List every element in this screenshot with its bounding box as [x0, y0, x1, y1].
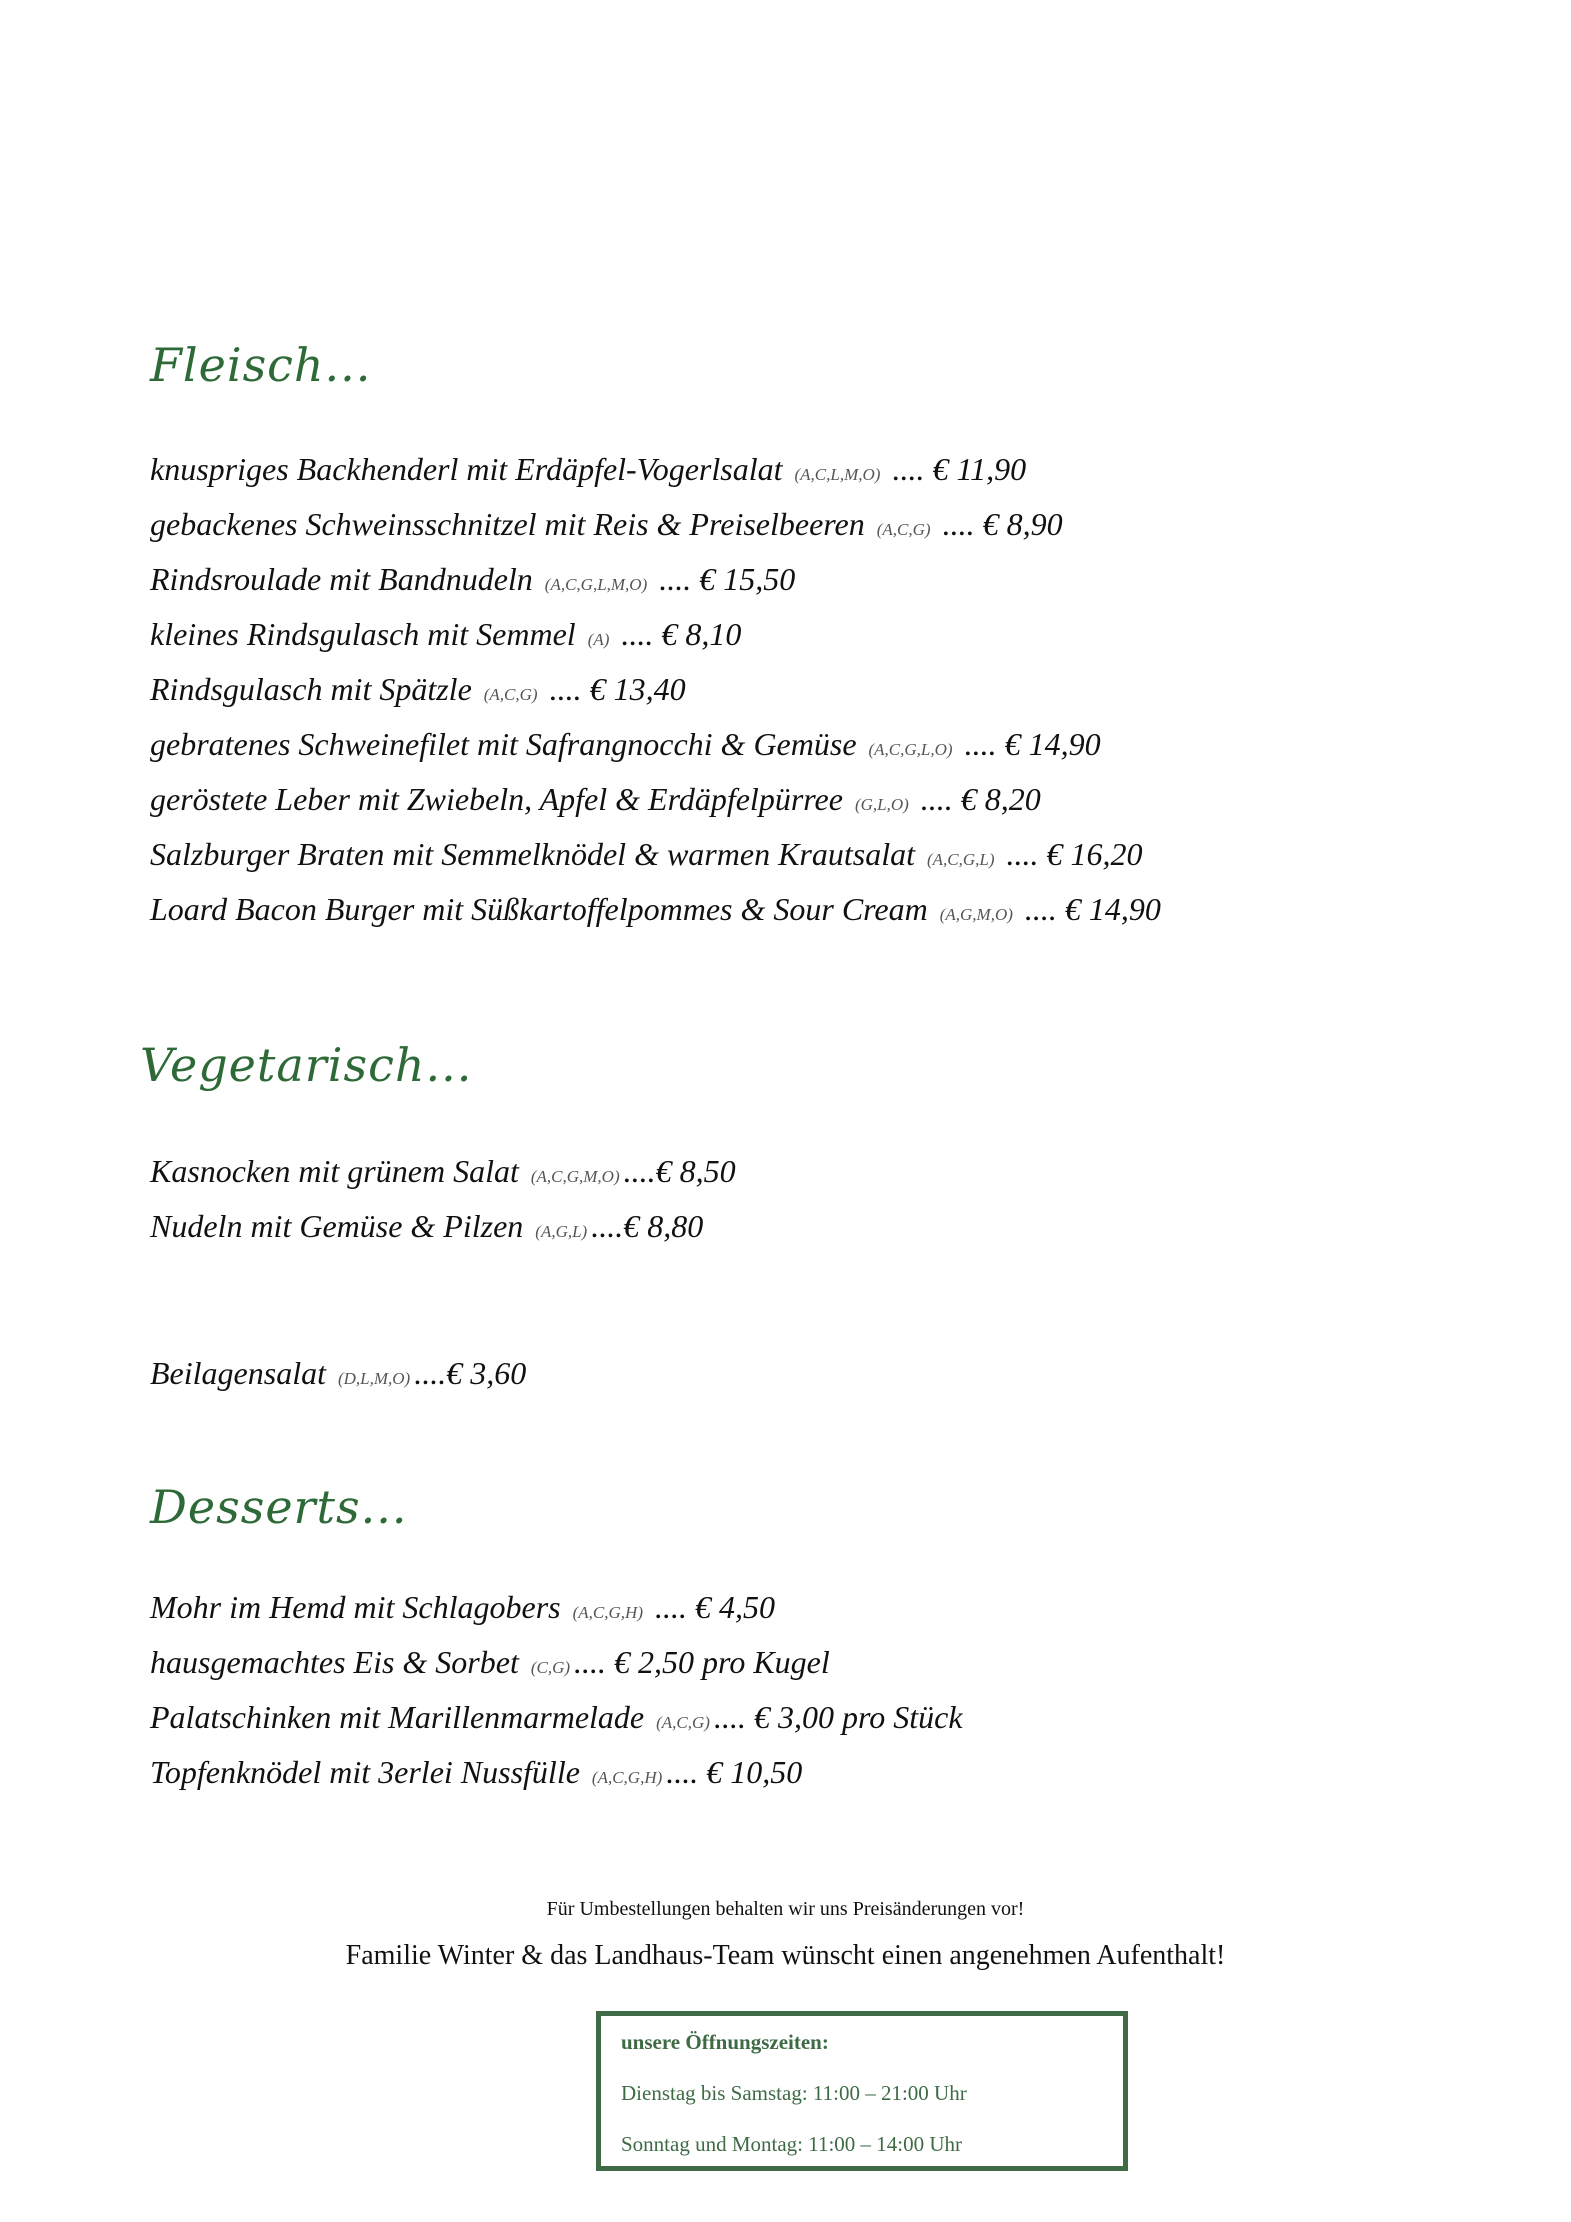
dish-price: .... € 15,50	[659, 561, 796, 597]
menu-item	[150, 442, 1161, 497]
menu-item	[150, 1199, 736, 1254]
section-heading-vegetarisch: Vegetarisch...	[140, 1038, 473, 1092]
dish-name: hausgemachtes Eis & Sorbet	[150, 1644, 519, 1680]
allergen-codes: (D,L,M,O)	[337, 1369, 411, 1388]
allergen-codes: (A,C,L,M,O)	[794, 465, 881, 484]
allergen-codes: (A,G,M,O)	[939, 905, 1013, 924]
menu-item	[150, 1346, 526, 1401]
dish-name: kleines Rindsgulasch mit Semmel	[150, 616, 576, 652]
dish-price: ....€ 8,50	[623, 1153, 736, 1189]
allergen-codes: (A,C,G,H)	[572, 1603, 643, 1622]
opening-hours-line: Dienstag bis Samstag: 11:00 – 21:00 Uhr	[621, 2081, 967, 2105]
allergen-codes: (A,C,G,L)	[926, 850, 995, 869]
menu-item	[150, 1690, 963, 1745]
dish-price: .... € 14,90	[1024, 891, 1161, 927]
dish-name: Topfenknödel mit 3erlei Nussfülle	[150, 1754, 580, 1790]
opening-hours-title: unsere Öffnungszeiten:	[621, 2030, 829, 2054]
menu-item	[150, 607, 1161, 662]
dish-name: Rindsgulasch mit Spätzle	[150, 671, 472, 707]
allergen-codes: (A,G,L)	[535, 1222, 588, 1241]
dish-price: .... € 14,90	[964, 726, 1101, 762]
menu-item	[150, 1580, 963, 1635]
allergen-codes: (G,L,O)	[854, 795, 909, 814]
allergen-codes: (C,G)	[530, 1658, 571, 1677]
menu-item	[150, 662, 1161, 717]
allergen-codes: (A,C,G)	[483, 685, 538, 704]
menu-list-desserts	[150, 1580, 963, 1800]
dish-name: Rindsroulade mit Bandnudeln	[150, 561, 533, 597]
dish-name: Salzburger Braten mit Semmelknödel & warmen Krautsalat	[150, 836, 915, 872]
dish-name: knuspriges Backhenderl mit Erdäpfel-Vogerlsalat	[150, 451, 783, 487]
allergen-codes: (A,C,G,L,O)	[868, 740, 953, 759]
section-heading-desserts: Desserts...	[150, 1480, 408, 1534]
dish-name: gebackenes Schweinsschnitzel mit Reis & Preiselbeeren	[150, 506, 865, 542]
dish-price: .... € 8,20	[920, 781, 1041, 817]
dish-price: .... € 11,90	[892, 451, 1027, 487]
dish-name: Loard Bacon Burger mit Süßkartoffelpommes & Sour Cream	[150, 891, 928, 927]
greeting-note: Familie Winter & das Landhaus-Team wünscht einen angenehmen Aufenthalt!	[345, 1940, 1226, 1971]
opening-hours-line: Sonntag und Montag: 11:00 – 14:00 Uhr	[621, 2132, 963, 2156]
dish-price: .... € 13,40	[549, 671, 686, 707]
allergen-codes: (A,C,G,L,M,O)	[544, 575, 648, 594]
section-heading-fleisch: Fleisch...	[150, 338, 372, 392]
menu-item	[150, 1144, 736, 1199]
menu-item	[150, 772, 1161, 827]
dish-name: gebratenes Schweinefilet mit Safrangnocchi & Gemüse	[150, 726, 857, 762]
dish-price: ....€ 8,80	[591, 1208, 704, 1244]
menu-item	[150, 552, 1161, 607]
dish-price: .... € 4,50	[654, 1589, 775, 1625]
dish-name: geröstete Leber mit Zwiebeln, Apfel & Erdäpfelpürree	[150, 781, 843, 817]
allergen-codes: (A)	[587, 630, 610, 649]
dish-name: Kasnocken mit grünem Salat	[150, 1153, 519, 1189]
menu-list-beilagen	[150, 1346, 526, 1401]
menu-item	[150, 827, 1161, 882]
dish-name: Palatschinken mit Marillenmarmelade	[150, 1699, 645, 1735]
menu-list-fleisch	[150, 442, 1161, 937]
menu-item	[150, 717, 1161, 772]
dish-price: ....€ 3,60	[414, 1355, 527, 1391]
allergen-codes: (A,C,G)	[876, 520, 931, 539]
dish-price: .... € 16,20	[1006, 836, 1143, 872]
menu-item	[150, 1635, 963, 1690]
dish-price: .... € 3,00 pro Stück	[713, 1699, 963, 1735]
opening-hours-box	[596, 2011, 1128, 2171]
menu-item	[150, 497, 1161, 552]
dish-price: .... € 8,10	[621, 616, 742, 652]
dish-price: .... € 10,50	[666, 1754, 803, 1790]
dish-price: .... € 2,50 pro Kugel	[574, 1644, 830, 1680]
menu-item	[150, 1745, 963, 1800]
dish-name: Beilagensalat	[150, 1355, 326, 1391]
menu-item	[150, 882, 1161, 937]
allergen-codes: (A,C,G,M,O)	[530, 1167, 620, 1186]
dish-price: .... € 8,90	[942, 506, 1063, 542]
price-change-note: Für Umbestellungen behalten wir uns Preisänderungen vor!	[546, 1898, 1025, 1920]
allergen-codes: (A,C,G,H)	[591, 1768, 663, 1787]
allergen-codes: (A,C,G)	[656, 1713, 710, 1732]
menu-list-vegetarisch	[150, 1144, 736, 1254]
dish-name: Nudeln mit Gemüse & Pilzen	[150, 1208, 524, 1244]
dish-name: Mohr im Hemd mit Schlagobers	[150, 1589, 561, 1625]
